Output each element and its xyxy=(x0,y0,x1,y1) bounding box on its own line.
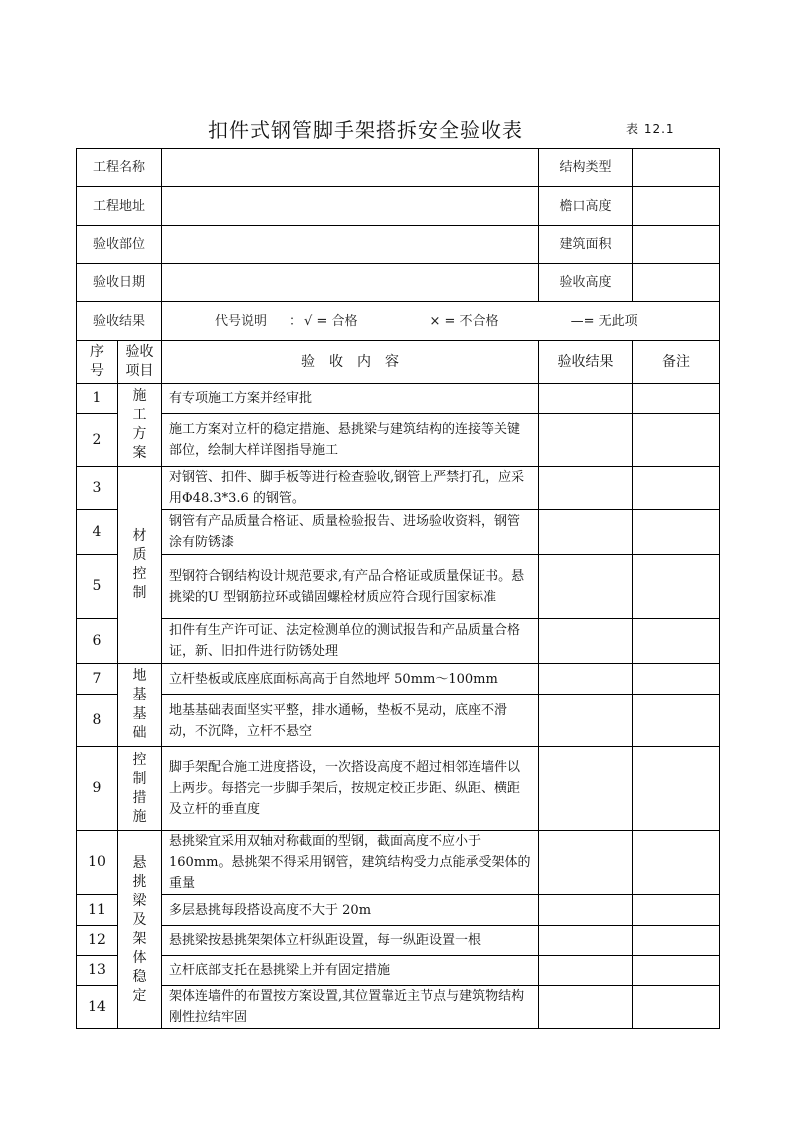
table-row xyxy=(77,619,720,664)
legend-row xyxy=(77,302,720,341)
item-content: 立杆底部支托在悬挑梁上并有固定措施 xyxy=(162,956,539,986)
result-cell[interactable] xyxy=(539,747,633,831)
info-row xyxy=(77,226,720,264)
col-seq-header: 序号 xyxy=(77,341,118,384)
result-cell[interactable] xyxy=(539,555,633,619)
inspection-height-label: 验收高度 xyxy=(539,264,633,302)
item-content: 悬挑梁按悬挑架架体立杆纵距设置，每一纵距设置一根 xyxy=(162,926,539,956)
result-cell[interactable] xyxy=(539,384,633,414)
category-material-control xyxy=(118,467,162,664)
building-area-field[interactable] xyxy=(633,226,720,264)
item-number: 11 xyxy=(77,895,118,926)
item-number: 1 xyxy=(77,384,118,414)
item-number: 10 xyxy=(77,831,118,895)
eave-height-field[interactable] xyxy=(633,187,720,226)
table-row xyxy=(77,664,720,695)
item-number: 8 xyxy=(77,695,118,747)
table-row xyxy=(77,555,720,619)
result-label: 验收结果 xyxy=(77,302,162,341)
remarks-cell[interactable] xyxy=(633,831,720,895)
remarks-cell[interactable] xyxy=(633,747,720,831)
inspection-date-field[interactable] xyxy=(162,264,539,302)
result-cell[interactable] xyxy=(539,414,633,467)
remarks-cell[interactable] xyxy=(633,414,720,467)
item-number: 12 xyxy=(77,926,118,956)
info-row xyxy=(77,187,720,226)
remarks-cell[interactable] xyxy=(633,986,720,1029)
project-name-label: 工程名称 xyxy=(77,149,162,187)
result-cell[interactable] xyxy=(539,695,633,747)
item-content: 立杆垫板或底座底面标高高于自然地坪 50mm～100mm xyxy=(162,664,539,695)
acceptance-table xyxy=(76,148,720,1029)
table-row xyxy=(77,467,720,510)
project-address-label: 工程地址 xyxy=(77,187,162,226)
table-row xyxy=(77,926,720,956)
item-number: 7 xyxy=(77,664,118,695)
legend-fail: × = 不合格 xyxy=(429,313,499,329)
item-number: 13 xyxy=(77,956,118,986)
structure-type-label: 结构类型 xyxy=(539,149,633,187)
table-row xyxy=(77,414,720,467)
category-cantilever-stability xyxy=(118,831,162,1029)
result-cell[interactable] xyxy=(539,664,633,695)
category-label: 悬挑梁及架体稳定 xyxy=(132,854,147,1004)
table-row xyxy=(77,895,720,926)
inspection-date-label: 验收日期 xyxy=(77,264,162,302)
item-content: 地基基础表面坚实平整，排水通畅，垫板不晃动，底座不滑动，不沉降，立杆不悬空 xyxy=(162,695,539,747)
eave-height-label: 檐口高度 xyxy=(539,187,633,226)
legend-na: —= 无此项 xyxy=(570,313,638,329)
col-content-header: 验 收 内 容 xyxy=(162,341,539,384)
table-row xyxy=(77,986,720,1029)
remarks-cell[interactable] xyxy=(633,467,720,510)
remarks-cell[interactable] xyxy=(633,895,720,926)
category-construction-plan xyxy=(118,384,162,467)
remarks-cell[interactable] xyxy=(633,510,720,555)
remarks-cell[interactable] xyxy=(633,695,720,747)
item-content: 施工方案对立杆的稳定措施、悬挑梁与建筑结构的连接等关键部位，绘制大样详图指导施工 xyxy=(162,414,539,467)
inspection-area-label: 验收部位 xyxy=(77,226,162,264)
item-content: 多层悬挑每段搭设高度不大于 20m xyxy=(162,895,539,926)
item-number: 3 xyxy=(77,467,118,510)
result-cell[interactable] xyxy=(539,895,633,926)
legend-intro: 代号说明 xyxy=(215,313,268,329)
category-foundation xyxy=(118,664,162,747)
result-cell[interactable] xyxy=(539,619,633,664)
legend-pass: √ = 合格 xyxy=(304,313,358,329)
result-cell[interactable] xyxy=(539,986,633,1029)
item-content: 有专项施工方案并经审批 xyxy=(162,384,539,414)
table-row xyxy=(77,510,720,555)
remarks-cell[interactable] xyxy=(633,555,720,619)
info-row xyxy=(77,264,720,302)
building-area-label: 建筑面积 xyxy=(539,226,633,264)
item-content: 对钢管、扣件、脚手板等进行检查验收,钢管上严禁打孔，应采用Φ48.3*3.6 的钢管。 xyxy=(162,467,539,510)
legend-cell xyxy=(162,302,720,341)
result-cell[interactable] xyxy=(539,926,633,956)
item-content: 架体连墙件的布置按方案设置,其位置靠近主节点与建筑物结构刚性拉结牢固 xyxy=(162,986,539,1029)
structure-type-field[interactable] xyxy=(633,149,720,187)
table-row xyxy=(77,747,720,831)
column-header-row xyxy=(77,341,720,384)
result-cell[interactable] xyxy=(539,510,633,555)
remarks-cell[interactable] xyxy=(633,619,720,664)
table-row xyxy=(77,831,720,895)
col-remarks-header: 备注 xyxy=(633,341,720,384)
table-row xyxy=(77,384,720,414)
inspection-height-field[interactable] xyxy=(633,264,720,302)
category-control-measures xyxy=(118,747,162,831)
category-label: 地基基础 xyxy=(132,668,147,741)
info-row xyxy=(77,149,720,187)
category-label: 材质控制 xyxy=(132,528,147,601)
item-number: 2 xyxy=(77,414,118,467)
inspection-area-field[interactable] xyxy=(162,226,539,264)
project-address-field[interactable] xyxy=(162,187,539,226)
item-content: 型钢符合钢结构设计规范要求,有产品合格证或质量保证书。悬挑梁的U 型钢筋拉环或锚固螺栓材质应符合现行国家标准 xyxy=(162,555,539,619)
remarks-cell[interactable] xyxy=(633,956,720,986)
item-number: 9 xyxy=(77,747,118,831)
item-content: 扣件有生产许可证、法定检测单位的测试报告和产品质量合格证，新、旧扣件进行防锈处理 xyxy=(162,619,539,664)
item-number: 14 xyxy=(77,986,118,1029)
col-result-header: 验收结果 xyxy=(539,341,633,384)
col-item-header: 验收项目 xyxy=(118,341,162,384)
item-content: 钢管有产品质量合格证、质量检验报告、进场验收资料，钢管涂有防锈漆 xyxy=(162,510,539,555)
remarks-cell[interactable] xyxy=(633,384,720,414)
category-label: 施工方案 xyxy=(132,388,147,461)
result-cell[interactable] xyxy=(539,831,633,895)
project-name-field[interactable] xyxy=(162,149,539,187)
remarks-cell[interactable] xyxy=(633,664,720,695)
item-number: 5 xyxy=(77,555,118,619)
item-content: 悬挑梁宜采用双轴对称截面的型钢，截面高度不应小于160mm。悬挑架不得采用钢管，建筑结构受力点能承受架体的重量 xyxy=(162,831,539,895)
category-label: 控制措施 xyxy=(132,751,147,825)
item-number: 4 xyxy=(77,510,118,555)
result-cell[interactable] xyxy=(539,956,633,986)
document-title: 扣件式钢管脚手架搭拆安全验收表 xyxy=(208,118,523,142)
legend-colon: ： xyxy=(289,313,303,329)
table-row xyxy=(77,956,720,986)
item-content: 脚手架配合施工进度搭设，一次搭设高度不超过相邻连墙件以上两步。每搭完一步脚手架后，按规定校正步距、纵距、横距及立杆的垂直度 xyxy=(162,747,539,831)
result-cell[interactable] xyxy=(539,467,633,510)
form-number: 表 12.1 xyxy=(626,122,675,136)
item-number: 6 xyxy=(77,619,118,664)
table-row xyxy=(77,695,720,747)
remarks-cell[interactable] xyxy=(633,926,720,956)
